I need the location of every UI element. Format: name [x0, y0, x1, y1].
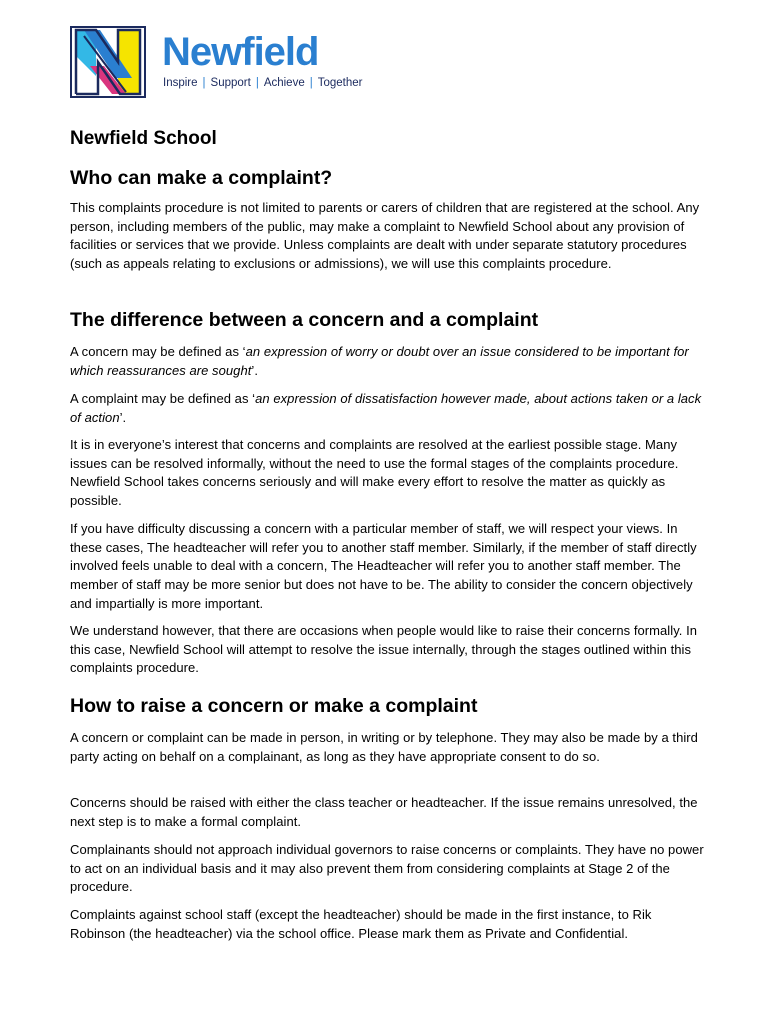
how-paragraph-2: Concerns should be raised with either the class teacher or headteacher. If the issue remains unresolved, the next step is to make a formal complaint. [70, 795, 698, 829]
tagline-separator: | [309, 77, 313, 89]
complaint-definition: an expression of dissatisfaction however made, about actions taken or a lack of action [70, 391, 702, 425]
newfield-n-logo-icon [70, 26, 146, 98]
how-paragraph-3: Complainants should not approach individual governors to raise concerns or complaints. They have no power to act on an individual basis and it may also prevent them from considering complaints at Stage 2 of the procedure. [70, 842, 704, 895]
concern-definition: an expression of worry or doubt over an issue considered to be important for which reassurances are sought [70, 344, 689, 378]
how-paragraph-4: Complaints against school staff (except the headteacher) should be made in the first instance, to Rik Robinson (the headteacher) via the school office. Please mark them as Private and Confidential. [70, 907, 652, 941]
concern-suffix: ’. [251, 362, 258, 378]
tagline-separator: | [255, 77, 259, 89]
staff-paragraph: If you have difficulty discussing a concern with a particular member of staff, we will respect your views. In these cases, The headteacher will refer you to another staff member. Similarly, if the member of staff directly involved feels unable to deal with a concern, The Headteacher will refer you to another staff member. The member of staff may be more senior but does not have to be. The ability to consider the concern objectively and impartially is more important. [70, 521, 697, 611]
logo-wordmark: Newfield [162, 30, 319, 74]
how-paragraph-1: A concern or complaint can be made in person, in writing or by telephone. They may also be made by a third party acting on behalf on a complainant, as long as they have appropriate consent to do so. [70, 730, 698, 764]
tagline-separator: | [202, 77, 206, 89]
who-paragraph: This complaints procedure is not limited to parents or carers of children that are registered at the school. Any person, including members of the public, may make a complaint to Newfield School about any provision of facilities or services that we provide. Unless complaints are dealt with under separate statutory procedures (such as appeals relating to exclusions or admissions), we will use this complaints procedure. [70, 200, 700, 272]
complaint-definition-paragraph [70, 390, 710, 427]
school-name-heading: Newfield School [70, 128, 217, 149]
formal-concerns-paragraph: We understand however, that there are occasions when people would like to raise their concerns formally. In this case, Newfield School will attempt to resolve the issue internally, through the stages outlined within this complaints procedure. [70, 623, 698, 676]
how-heading: How to raise a concern or make a complaint [70, 695, 478, 717]
who-heading: Who can make a complaint? [70, 167, 333, 189]
complaint-suffix: ’. [119, 409, 127, 425]
logo-tagline [163, 76, 363, 90]
tagline-word: Inspire [163, 77, 198, 89]
tagline-word: Together [317, 77, 363, 89]
resolution-paragraph: It is in everyone’s interest that concerns and complaints are resolved at the earliest possible stage. Many issues can be resolved informally, without the need to use the formal stages of the complaints procedure. Newfield School takes concerns seriously and will make every effort to resolve the matter as quickly as possible. [70, 437, 679, 509]
newfield-logo [70, 24, 370, 100]
tagline-word: Support [210, 77, 251, 89]
concern-definition-paragraph [70, 343, 710, 380]
concern-prefix: A concern may be defined as ‘ [70, 344, 246, 359]
complaint-prefix: A complaint may be defined as ‘ [70, 391, 256, 406]
tagline-word: Achieve [263, 77, 305, 89]
difference-heading: The difference between a concern and a complaint [70, 309, 539, 331]
